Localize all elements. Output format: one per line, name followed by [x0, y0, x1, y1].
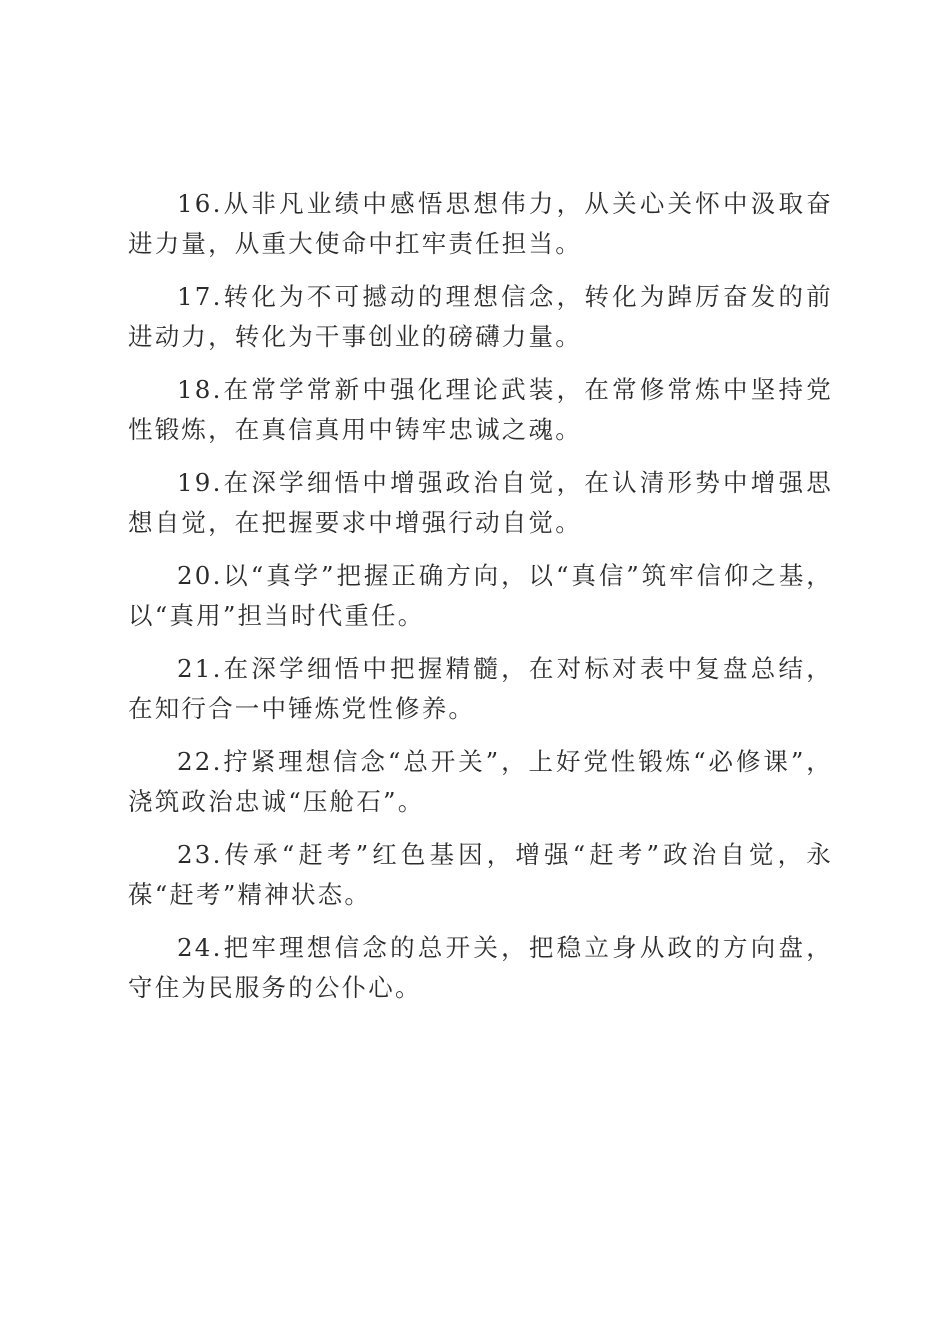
paragraph-17	[128, 277, 833, 357]
paragraph-number: 20.	[177, 561, 223, 590]
paragraph-23	[128, 835, 833, 915]
paragraph-number: 19.	[177, 468, 223, 497]
paragraph-19	[128, 463, 833, 543]
paragraph-text: 转化为不可撼动的理想信念，转化为踔厉奋发的前进动力，转化为干事创业的磅礴力量。	[128, 282, 833, 351]
paragraph-18	[128, 370, 833, 450]
paragraph-text: 在深学细悟中把握精髓，在对标对表中复盘总结，在知行合一中锤炼党性修养。	[128, 654, 833, 723]
paragraph-text: 以“真学”把握正确方向，以“真信”筑牢信仰之基，以“真用”担当时代重任。	[128, 561, 833, 630]
paragraph-text: 把牢理想信念的总开关，把稳立身从政的方向盘，守住为民服务的公仆心。	[128, 933, 833, 1002]
paragraph-text: 从非凡业绩中感悟思想伟力，从关心关怀中汲取奋进力量，从重大使命中扛牢责任担当。	[128, 189, 833, 258]
paragraph-24	[128, 928, 833, 1008]
paragraph-22	[128, 742, 833, 822]
paragraph-number: 21.	[177, 654, 223, 683]
document-body	[128, 184, 833, 1021]
paragraph-text: 拧紧理想信念“总开关”，上好党性锻炼“必修课”，浇筑政治忠诚“压舱石”。	[128, 747, 833, 816]
paragraph-20	[128, 556, 833, 636]
paragraph-21	[128, 649, 833, 729]
paragraph-text: 在深学细悟中增强政治自觉，在认清形势中增强思想自觉，在把握要求中增强行动自觉。	[128, 468, 833, 537]
paragraph-number: 23.	[177, 840, 223, 869]
paragraph-16	[128, 184, 833, 264]
paragraph-number: 17.	[177, 282, 223, 311]
paragraph-number: 22.	[177, 747, 223, 776]
paragraph-number: 16.	[177, 189, 223, 218]
paragraph-number: 18.	[177, 375, 223, 404]
paragraph-text: 传承“赶考”红色基因，增强“赶考”政治自觉，永葆“赶考”精神状态。	[128, 840, 833, 909]
paragraph-number: 24.	[177, 933, 223, 962]
paragraph-text: 在常学常新中强化理论武装，在常修常炼中坚持党性锻炼，在真信真用中铸牢忠诚之魂。	[128, 375, 833, 444]
